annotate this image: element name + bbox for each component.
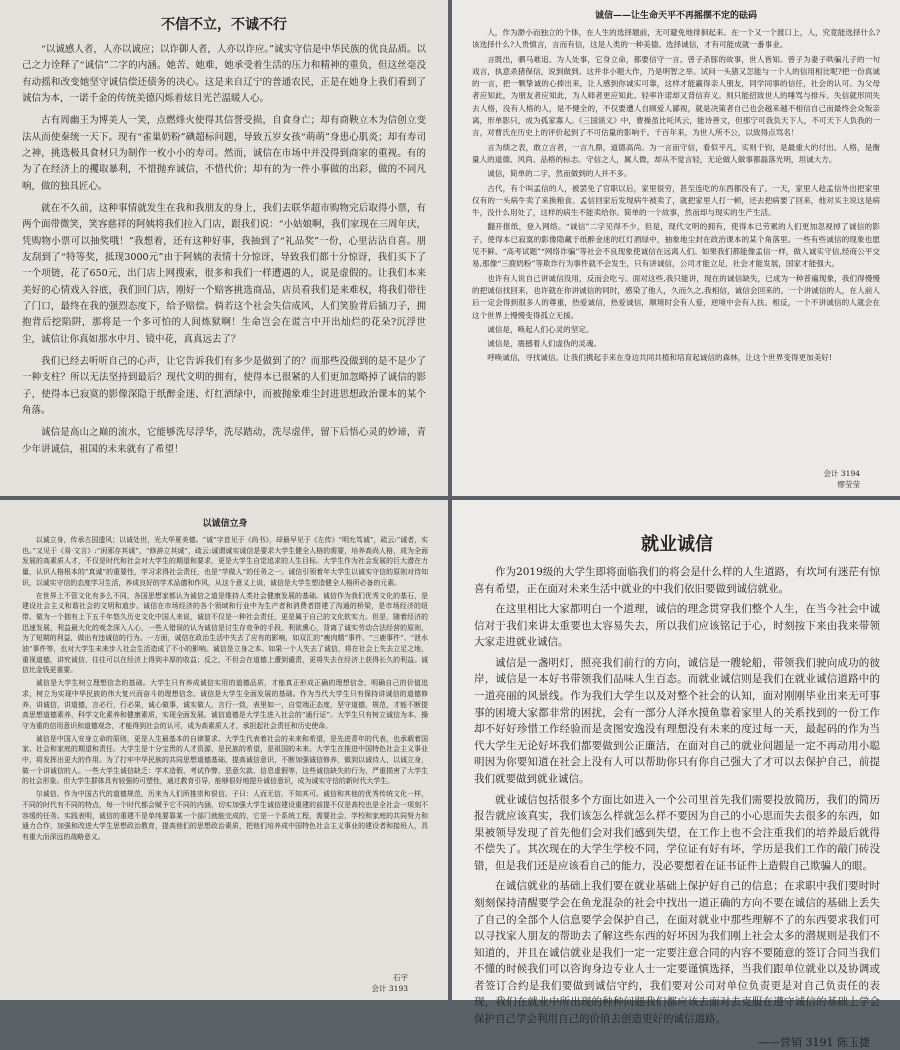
paragraph: 诚信是高山之巅的流水，它能够洗尽浮华，洗尽踏动，洗尽虚伴，留下后悟心灵的妙谛，青少年讲诚信，祖国的未来就有了希望！ bbox=[22, 427, 426, 455]
paragraph: 在世界上不管文化有多么不同，各国思想家都认为诚信之道是维持人类社会健康发展的基础。诚信作为我们优秀文化的基石，是建设社会主义和谐社会的文明和道步。诚信在市场经济的各个领域和行业中为生产者和消费者搭建了沟通的桥梁，是市场经济的纽带。做为一个拥有上下五千年悠久历史文化中国人来说，诚信不仅是一种社会责任，更是属于自己的文化软实力。但是，随着经济的迅速发展，利益最大化的观念深入人心，一些人错误的认为诚信是讨生存竞争的手段。利欲熏心，背离了诚实劳动合法经营的原则，为了短期的利益，做出有违诚信的行为。一方面，诚信在政治生活中失去了应有的影响，如双汇的“瘦肉精”事件、“三鹿事件”、“泄水油”事件等，也对大学生未来步入社会生活造成了不小的影响。诚信是立身之本。如果一个人失去了诚信，将在社会上失去立足之地，重视道德，讲究诚信，往往可以在经济上得到丰厚的收益；反之，不但会在道德上遭到谴责，更将失去在经济上获得长久的利益。诚信比金钱更重要。 bbox=[22, 591, 428, 675]
paragraph: 诚信是大学生树立理想信念的基础。大学生只有养成诚信实用的道德品质，才能真正形成正确的理想信念，明确自己的价值追求，树立为实现中华民族的伟大复兴而奋斗的理想信念。诚信是大学生全面发展的基础。作为当代大学生只有保持讲诚信的道德修养，讲诚信，讲道德，言必行，行必果，诚心做事，诚实做人，言行一致，表里如一，自觉端正态度，坚守道德，规范，才能不断提高思想道德素养，科学文化素养和健康素质，实现全面发展。诚信道德是大学生进入社会的“通行证”。大学生只有树立诚信为本、操守为重的信用意识和道德观念，才能得到社会的认可，成为高素质人才，承担起社会责任和历史使命。 bbox=[22, 679, 428, 730]
essay-body bbox=[22, 42, 426, 458]
paragraph: “以诚感人者，人亦以诚应；以诈御人者，人亦以诈应。”诚实守信是中华民族的优良品质。以己之力诠释了“诚信”二字的内涵。她苦、她难，她承受着生活的压力和精神的重负，但这丝毫没有动摇和改变她坚守诚信偿还债务的决心。这是来自辽宁的普通农民，正是在她身上我们看到了诚信为本，一诺千金的传统美德闪烁着炫目光芒温暖人心。 bbox=[22, 44, 426, 104]
paragraph: 在诚信就业的基础上我们要在就业基础上保护好自己的信息；在求职中我们要时时刻刻保持清醒要学会在鱼龙混杂的社会中找出一道正确的方向不要在诚信的基础上丢失了自己的全部个人信息要学会保护自己，在面对就业中那些理解不了的东西要求我们可以寻找家人朋友的帮助去了解这些东西的好坏因为我们刚上社会太多的潜规则是我们不知道的，并且在诚信就业是我们一定一定要注意合同的内容不要随意的签订合同当我们不懂的时候我们可以咨询身边专业人士一定要谨慎选择，当我们跟单位就业以及协调或者签订合约是我们要做到诚信守约，我们要对公司对单位负责更是对自己负责任的表现，我们在就业中所出现的种种问题我们都应该去面对去克服在遵守诚信的基础上学会保护自己学会利用自己的价值去创造更好的诚信道路。 bbox=[474, 880, 880, 1026]
paragraph: 诚信，简单的二字，然而做到的人并不多。 bbox=[487, 169, 632, 179]
paragraph: 翻开报纸，登入网络。“诚信”二字见得不少，但是，现代文明的拥有，使得本已劳累的人们更加忽视掉了诚信的影子，使得本已寂寞的影像隐藏于纸醉金迷的红灯酒绿中，抽象地尘封在政治课本的某个角落里。一些有些诚信的现象也愿见不鲜。“高考试题”“网络诈骗”等社会不良现象使诚信在远离人们。如果我们都能像孟信一样，做人诚实守信,经商公平交易,那像“三鹿奶粉”等欺诈行为事件就不会发生，只有讲诚信，公司才能立足，社会才能发展，国家才能强大。 bbox=[472, 222, 880, 269]
author-class: 会计 3193 bbox=[371, 983, 408, 993]
essay-title: 以诚信立身 bbox=[202, 519, 248, 529]
paragraph: 言为绩之表，敢立言者，一言九鼎，道德高尚。为一言而守信，看似平凡，实则千钧，是最重大的付出。人格，是衡量人的道德、风尚、品格的标志。守信之人，属人微，却从不觉言轻，无论做人做事都磊落光明，坦诚大方。 bbox=[472, 142, 880, 164]
paragraph: 诚信是中国人安身立命的原则，更是人生最基本的自律要求。大学生代表着社会的未来和希望，是先进青年的代表，也承载着国家、社会和家庭的期望和责任。大学生是十分宝贵的人才资源，是民族的希望，是祖国的未来。大学生在推进中国特色社会主义事业中，将发挥出更大的作用。为了打牢中华民族的共同思想道德基础，提高诚信意识，不断加强诚信修养，做到以诚待人，以诚立身，做一个讲诚信的人。一些大学生诚信缺乏：学术造假、考试作弊、恶意欠款、信息虚假等，这些诚信缺失的行为，严重损害了大学生的社会形象。但大学生群体具有较强的可塑性，通过教育引导，能够很好地提升诚信意识，成为诚实守信的新时代大学生。 bbox=[22, 734, 428, 786]
essay-title: 就业诚信 bbox=[641, 534, 713, 555]
author-class: 会计 3194 bbox=[823, 469, 860, 478]
essay-body bbox=[22, 535, 428, 843]
paragraph: 诚信是，震撼着人们虚伪的灵魂。 bbox=[487, 339, 602, 349]
essay-title: 不信不立，不诚不行 bbox=[161, 17, 287, 33]
paragraph: 尔诚信，作为中国古代的道德规范，历来为人们所推崇和很信。子曰：人而无信，不知其可。诚信和其他的优秀传统文化一样，不同的时代有不同的特点，每一个时代都会赋予它不同的内涵，切实加强大学生诚信建设重建的前提不仅是高校也是全社会一项刻不容缓的任务。实践表明，诚信的重建不是单纯要靠某一个部门就能完成的，它是一个系统工程，需要社会、学校和家庭的共同努力和通力合作，加强和改进大学生思想政治教育，提高他们的思想政治素质，把他们培养成中国特色社会主义事业的建设者和接班人，具有重大而深远的战略意义。 bbox=[22, 790, 428, 841]
author-name: 缪莹莹 bbox=[837, 479, 860, 489]
paragraph: 也许有人说自己讲诚信没用，反而会吃亏。面对这些,我只能讲，现在的诚信缺失，已成为一种普遍现象，我们得慢慢的把诚信找回来，也许就在你讲诚信的同时，感染了他人，久而久之,我相信，诚信会回来的。一个讲诚信的人，在人前人后一定会得到很多人的尊重，热爱诚信，热爱诚信，顺境时会有人爱，逆境中会有人扶。相反，一个不讲诚信的人就会在这个世界上慢慢变得孤立无援。 bbox=[472, 273, 880, 320]
essay-page-4 bbox=[452, 500, 900, 1049]
paragraph: 古代，有个叫孟信的人，被罢免了官职以后，家里很穷，甚至连吃的东西都没有了。一天，家里人趁孟信外出把家里仅有的一头病牛卖了来换粮食。孟信回家后发现病牛被卖了，就把家里人打一顿，还去把病要了回来，他对买主说这是病牛，没什么用处了，这样的病生不能卖给你。简单的一个故事，然而却与现实的生产生活。 bbox=[472, 183, 880, 218]
signature-block bbox=[824, 469, 860, 490]
essay-title: 诚信——让生命天平不再摇摆不定的砝码 bbox=[594, 11, 757, 21]
paragraph: 古有周幽王为博美人一笑，点燃烽火使得其信誉受损，自食身亡；却有商鞅立木为信创立变法从而使秦统一天下。现有“雀巢奶粉”碘超标问题，导致五岁女孩“萌萌”身患心肌炎；却有寿司之神，挑选极具食材只为制作一枚小小的寿司。然而，诚信在市场中并没得到商家的重视。有的为了在经济上的攫取暴利，不惜抛弃诚信，不惜代价；却有的为一件小事做的出彩，做的不同凡响，做的独具匠心。 bbox=[22, 115, 426, 192]
essay-body bbox=[474, 564, 880, 1028]
paragraph: 诚信是一盏明灯，照亮我们前行的方向，诚信是一艘轮船，带领我们驶向成功的彼岸，诚信是一本好书带领我们品味人生百态。而就业诚信则是我们在就业诚信道路中的一道亮丽的风景线。作为我们大学生以及对整个社会的认知，面对刚刚毕业出来无可事事的困境大家都非常的困扰，会有一部分人泽水摸鱼靠着家里人的关系找到的一份工作却不好好珍惜工作经验而是贪图安逸没有理想没有未来的度过每一天，最起码的作为当代大学生无论好坏我们都要做到公正廉洁，在面对自己的就业问题是一定不再动用小聪明因为你要知道在社会上没有人可以帮助你只有你自己强大了才可以去保护自己，前提我们就要做到就业诚信。 bbox=[474, 656, 880, 785]
signature: ——营销 3191 陈玉捷 bbox=[758, 1035, 870, 1049]
signature-block bbox=[372, 973, 408, 994]
author-name: 石宇 bbox=[393, 973, 408, 982]
paragraph: 以诚立身，传承古国遗风；以诚处世，光大华夏美德。“诚”字首见于《尚书》，却最早见于《左传》“明允笃诚”，疏云:“诚者，实也。”又见于《易·文言》:“闲邪存其诚”，“修辞立其诚”，疏云:诚谓诚实诚信是要求大学生健全人格的需要，培养高尚人格，成为全面发展的高素质人才，不仅是时代和社会对大学生的期望和要求，更是大学生自觉追求的人生目标。大学生作为社会发展的巨大潜在力量，认识人格根本的“真诚”的重要性，学习求得社会责任，也是“学做人”的任务之一。诚信引领着年大学生以诚实守信的原则对待知识，以诚实守信的态度学习生活，养成良好的学术品德和作风，从这个意义上说，诚信是大学生塑造健全人格所必备的元素。 bbox=[22, 536, 428, 587]
paragraph: 作为2019级的大学生即将面临我们的将会是什么样的人生道路，有坎坷有迷茫有惊喜有希望，正在面对未来生活中就业的中我们依旧要做到诚信就业。 bbox=[474, 566, 880, 595]
paragraph: 在这里相比大家都明白一个道理，诚信的理念贯穿我们整个人生，在当今社会中诚信对于我们来讲太重要也太容易失去，所以我们应该铭记于心，时刻按下来由我来带领大家走进就业诚信。 bbox=[474, 603, 880, 649]
paragraph: 言既出，驷马难追。为人处事，它身立命，都要信守一言。曾子杀豚的故事，世人皆知。曾子为妻子哄骗儿子的一句戏言，执意杀猪保信，说到做到。这并非小题大作，乃是明智之举。试问一头猪又怎能与一个人的信用相比呢?把一份真诚的一言，把一颗挚诚的心捧出来，让人感到你诚实可靠，这样才能赢得亲人朋友，同学同事的信任，社会的认可。为父母者应知此，为朋友者应知此，为人师者更应知此。轻率许诺却又背信弃义。则只能招致世人的唾骂与排斥。失信就形同失去人格，没有人格的人，是不健全的，不仅要遭人自顾爱人鄙视，就是决策者自己也会越来越不相信自己而最终会众叛亲离，形单影只，成为孤家寡人。《三国演义》中，曹操虽比吒风云，能诗善文，但那宁可我负天下人，不可天下人负我的一言，对曹氏在历史上的评价起到了不可估量的影响千。千百年来，为世人所不公，以致得点骂名！ bbox=[472, 54, 880, 138]
paragraph: 人，作为渺小而独立的个体，在人生的选择题前，无可避免地徘徊起来。在一个又一个渡口上，人，究竟能选择什么?该选择什么?人贵慎言，言而有信，这是人类的一种美德。选择诚信，才有可能成就一番事业。 bbox=[472, 28, 880, 50]
essay-page-3 bbox=[0, 500, 448, 1000]
essay-page-2 bbox=[452, 0, 900, 496]
essay-page-1 bbox=[0, 0, 448, 496]
paragraph: 呼唤诚信，寻找诚信。让我们携起手来在身边共同共植和培育起诚信的森林，让这个世界变得更加美好! bbox=[487, 353, 832, 363]
paragraph: 就在不久前，这种事情就发生在我和我朋友的身上，我们去联华超市购物完后取得小票，有两个面带微笑，笑容慈祥的阿姨将我们拉入门店，跟我们说：“小姑娘啊，我们家现在三周年庆，凭购物小票可以抽奖哦！”我想着，还有这种好事，我抽到了“礼品奖”一份，心里沾沾自喜。朋友刮到了“特等奖，抵现3000元”由于阿姨的表情十分惊讶，导致我们都十分惊讶，我们买下了一个项链，花了650元，出门店上网搜索，很多和我们一样遭遇的人，说是虚假的。让我们本来美好的心情戏入谷底，我们回门店，刚好一个赔客挑选商品，店员看我们是来难权，将我们带往了门口，最终在我的强烈态度下，给予赔偿。倘若这个社会失信成风，人们笑脸背后插刀子，拥抱背后挖陷阱，那将是一个多可怕的人间炼狱啊！生命岂会在谎言中开出灿烂的花朵?沉浮世尘，诚信让你真如那水中月、镜中花，真真远去了？ bbox=[22, 202, 426, 345]
paragraph: 我们已经去听听自己的心声，让它告诉我们有多少是做到了的？而那些没做到的是不是少了一种支柱？所以无法坚持到最后？现代文明的拥有，使得本已很紧的人们更加忽略掉了诚信的影子，使得本已寂寞的影像深隐于纸醉金迷、灯红酒绿中，而被抛象难尘封进思想政治课本的某个角落。 bbox=[22, 355, 426, 416]
essay-body bbox=[472, 27, 880, 365]
paragraph: 就业诚信包括很多个方面比如进入一个公司里首先我们需要投放简历，我们的简历报告就应该真实，我们该怎么样就怎么样不要因为自己的小心思而失去很多的东西，如果被领导发现了首先他们会对我们感到失望，在工作上也不会注重我们的培养最后就得不偿失了。其次现在的大学生学校不同，学位证有好有坏，学历是我们工作的敲门砖没错，但是我们还是应该看自己的能力，没必要想着在证书证件上造假自己欺骗人的眼。 bbox=[474, 793, 880, 872]
paragraph: 诚信是，唤起人们心灵的坚定。 bbox=[487, 324, 594, 334]
